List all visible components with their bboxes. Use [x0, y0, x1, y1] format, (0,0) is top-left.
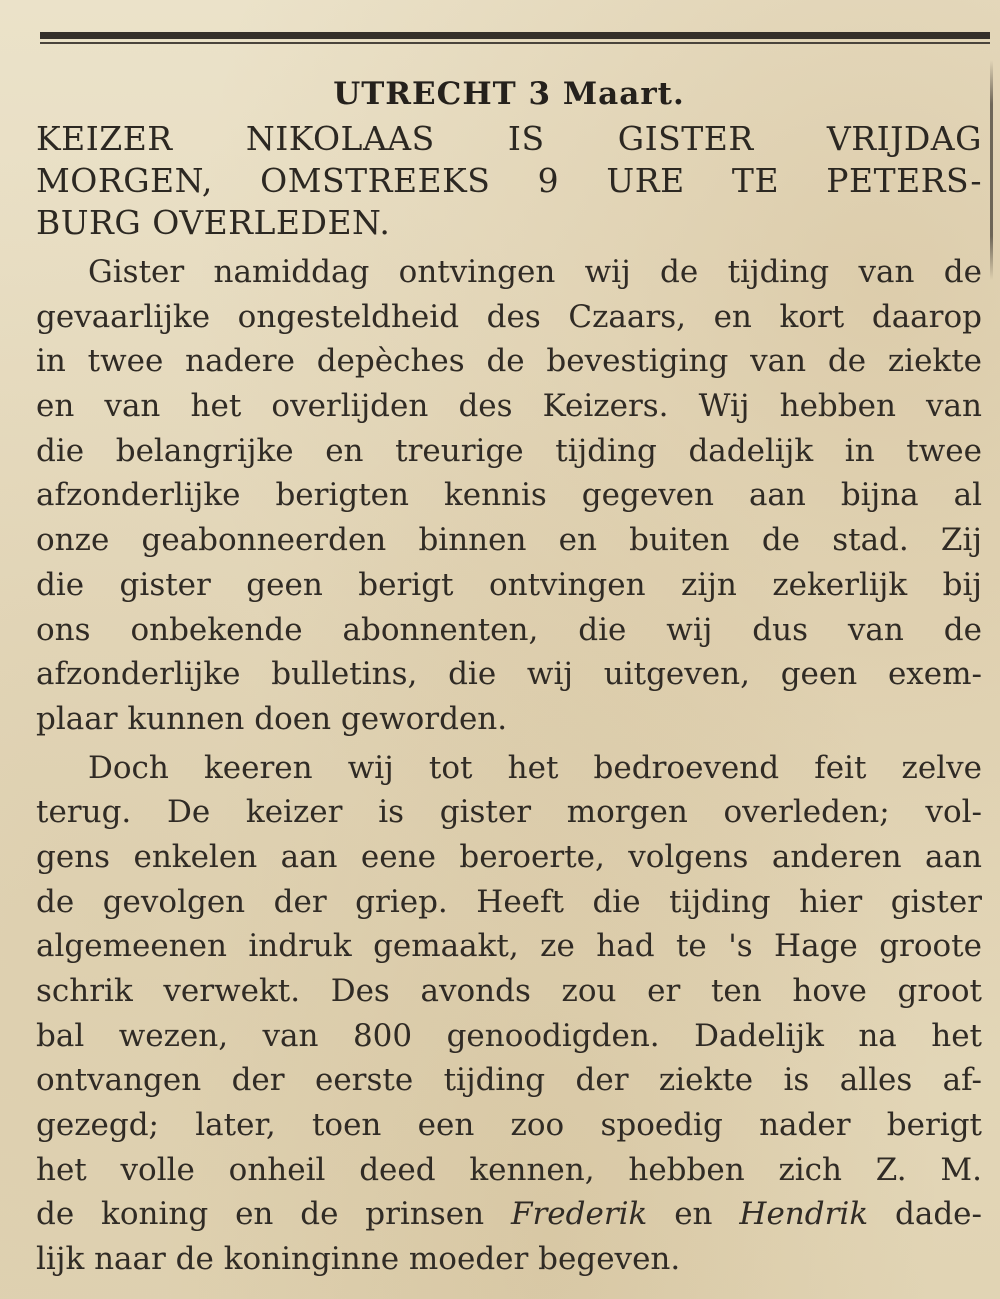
text-line: afzonderlijke bulletins, die wij uitgeven, geen exem-	[36, 656, 982, 693]
article-headline	[36, 118, 982, 244]
text-line: afzonderlijke berigten kennis gegeven aan bijna al	[36, 477, 982, 514]
text-line: algemeenen indruk gemaakt, ze had te 's Hage groote	[36, 928, 982, 965]
paragraph-2	[36, 746, 982, 1282]
column-top-rule	[40, 30, 990, 46]
text-line: die belangrijke en treurige tijding dadelijk in twee	[36, 432, 982, 469]
top-rule-thin	[40, 42, 990, 44]
text-fragment: de koning en de prinsen	[36, 1196, 511, 1233]
headline-line: MORGEN, OMSTREEKS 9 URE TE PETERS-	[36, 161, 982, 200]
text-line: en van het overlijden des Keizers. Wij hebben van	[36, 388, 982, 425]
top-rule-thick	[40, 32, 990, 39]
name-frederik: Frederik	[510, 1196, 648, 1233]
text-line: die gister geen berigt ontvingen zijn zekerlijk bij	[36, 566, 982, 603]
text-line: het volle onheil deed kennen, hebben zich Z. M.	[36, 1151, 982, 1188]
text-fragment: dade-	[868, 1196, 982, 1233]
text-line: ontvangen der eerste tijding der ziekte is alles af-	[36, 1062, 982, 1099]
text-line: gens enkelen aan eene beroerte, volgens anderen aan	[36, 838, 982, 875]
text-line: Doch keeren wij tot het bedroevend feit zelve	[88, 749, 982, 786]
text-line: ons onbekende abonnenten, die wij dus van de	[36, 611, 982, 648]
article-dateline: UTRECHT 3 Maart.	[333, 76, 685, 112]
news-article	[36, 74, 982, 1282]
name-hendrik: Hendrik	[739, 1196, 869, 1233]
text-fragment: en	[647, 1196, 740, 1233]
text-line: lijk naar de koninginne moeder begeven.	[36, 1241, 681, 1278]
text-line: terug. De keizer is gister morgen overleden; vol-	[36, 794, 982, 831]
text-line: onze geabonneerden binnen en buiten de stad. Zij	[36, 522, 982, 559]
text-line: plaar kunnen doen geworden.	[36, 700, 508, 737]
column-divider	[990, 60, 993, 280]
paragraph-1	[36, 250, 982, 742]
text-line: schrik verwekt. Des avonds zou er ten hove groot	[36, 973, 982, 1009]
text-line: in twee nadere depèches de bevestiging van de ziekte	[36, 343, 982, 380]
text-line: bal wezen, van 800 genoodigden. Dadelijk na het	[36, 1017, 982, 1054]
text-line: Gister namiddag ontvingen wij de tijding van de	[88, 254, 982, 290]
headline-line: KEIZER NIKOLAAS IS GISTER VRIJDAG	[36, 119, 982, 158]
text-line-with-names	[36, 1192, 982, 1237]
text-line: gevaarlijke ongesteldheid des Czaars, en kort daarop	[36, 298, 982, 335]
text-line: de gevolgen der griep. Heeft die tijding hier gister	[36, 883, 982, 920]
text-line: gezegd; later, toen een zoo spoedig nader berigt	[36, 1107, 982, 1144]
headline-line: BURG OVERLEDEN.	[36, 203, 391, 242]
